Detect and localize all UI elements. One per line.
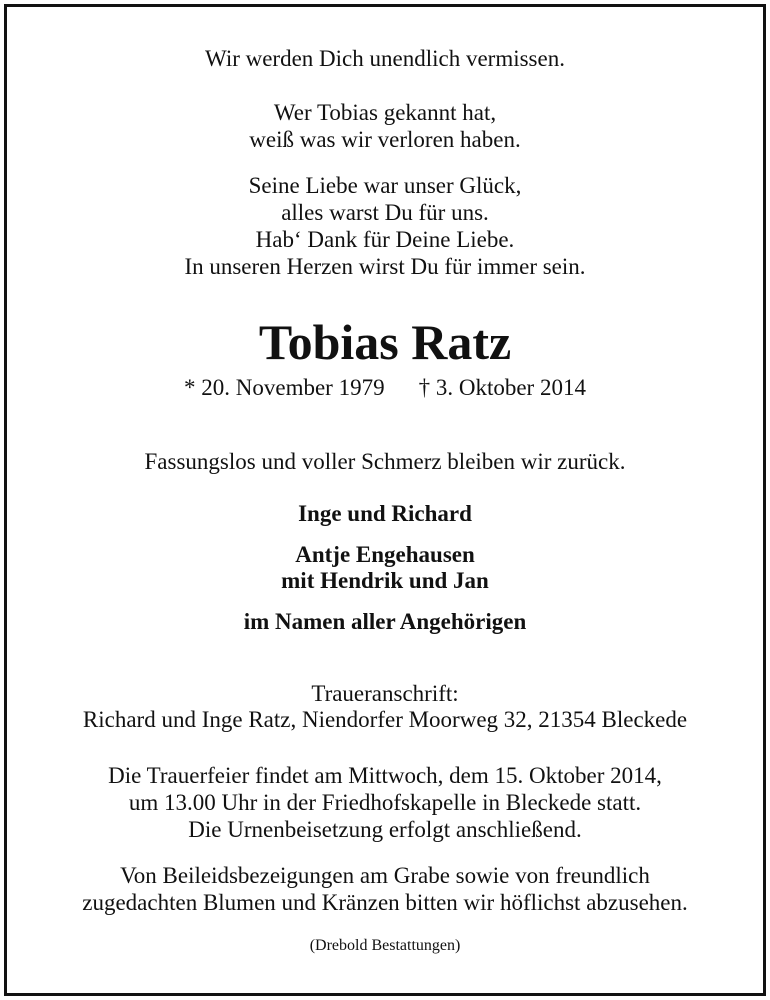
signatory-3: mit Hendrik und Jan [281, 568, 489, 593]
death-date: † 3. Oktober 2014 [418, 375, 586, 400]
life-dates [0, 374, 770, 401]
deceased-name: Tobias Ratz [258, 314, 512, 370]
opening-line-5: alles warst Du für uns. [281, 200, 489, 225]
opening-line-2: Wer Tobias gekannt hat, [273, 100, 497, 125]
address-label: Traueranschrift: [311, 681, 459, 706]
mourning-line: Fassungslos und voller Schmerz bleiben wir zurück. [144, 449, 626, 474]
opening-line-7: In unseren Herzen wirst Du für immer sein. [184, 254, 586, 279]
opening-line-6: Hab‘ Dank für Deine Liebe. [255, 227, 515, 252]
ceremony-line-2: um 13.00 Uhr in der Friedhofskapelle in Bleckede statt. [128, 790, 642, 815]
opening-line-4: Seine Liebe war unser Glück, [248, 173, 522, 198]
request-line-2: zugedachten Blumen und Kränzen bitten wir höflichst abzusehen. [82, 890, 688, 915]
ceremony-line-3: Die Urnenbeisetzung erfolgt anschließend. [188, 817, 582, 842]
ceremony-line-1: Die Trauerfeier findet am Mittwoch, dem 15. Oktober 2014, [108, 763, 662, 788]
undertaker: (Drebold Bestattungen) [309, 937, 461, 954]
opening-line-1: Wir werden Dich unendlich vermissen. [205, 46, 565, 71]
signatory-2: Antje Engehausen [295, 542, 475, 567]
signatory-4: im Namen aller Angehörigen [243, 609, 527, 634]
birth-date: * 20. November 1979 [184, 375, 385, 400]
signatory-1: Inge und Richard [298, 501, 472, 526]
opening-line-3: weiß was wir verloren haben. [249, 127, 521, 152]
request-line-1: Von Beileidsbezeigungen am Grabe sowie von freundlich [120, 863, 650, 888]
address-text: Richard und Inge Ratz, Niendorfer Moorweg 32, 21354 Bleckede [82, 707, 688, 732]
